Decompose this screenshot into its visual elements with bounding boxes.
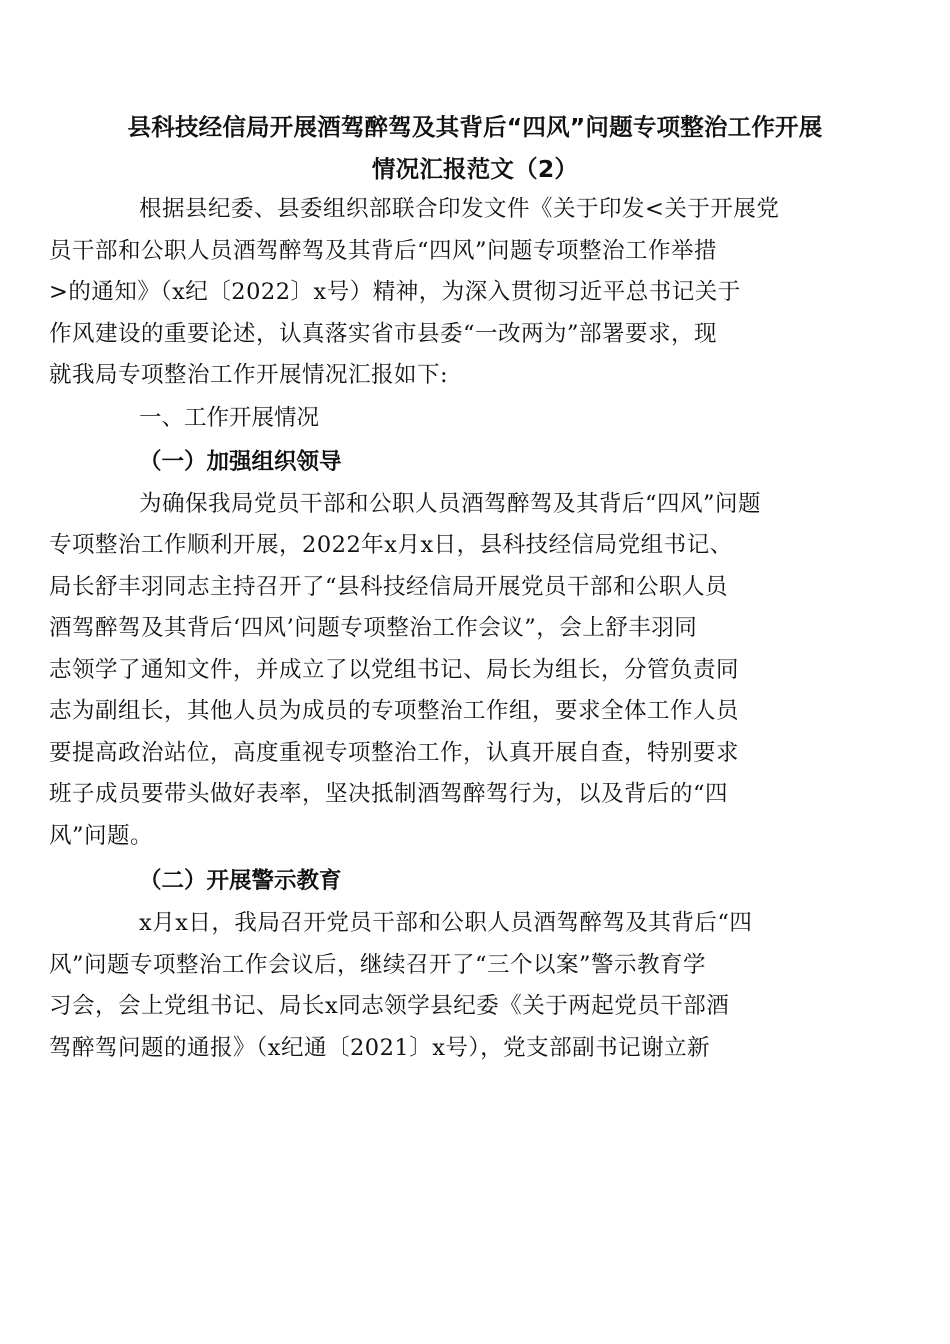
paragraph-line: 专项整治工作顺利开展，2022年x月x日，县科技经信局党组书记、 bbox=[49, 532, 733, 558]
paragraph-line: 局长舒丰羽同志主持召开了“县科技经信局开展党员干部和公职人员 bbox=[49, 573, 729, 600]
subsection-1-paragraph bbox=[49, 484, 860, 858]
document-body bbox=[49, 189, 860, 1069]
intro-paragraph bbox=[49, 189, 860, 397]
intro-line: 员干部和公职人员酒驾醉驾及其背后“四风”问题专项整治工作举措 bbox=[49, 237, 718, 264]
paragraph-line: 志领学了通知文件，并成立了以党组书记、局长为组长，分管负责同 bbox=[49, 656, 740, 683]
document-title bbox=[90, 106, 860, 190]
subsection-2-paragraph bbox=[49, 903, 860, 1069]
paragraph-line: 要提高政治站位，高度重视专项整治工作，认真开展自查，特别要求 bbox=[49, 739, 740, 766]
paragraph-line: 为确保我局党员干部和公职人员酒驾醉驾及其背后“四风”问题 bbox=[139, 490, 762, 517]
paragraph-line: x月x日，我局召开党员干部和公职人员酒驾醉驾及其背后“四 bbox=[139, 910, 753, 936]
intro-line: 作风建设的重要论述，认真落实省市县委“一改两为”部署要求，现 bbox=[49, 320, 718, 347]
paragraph-line: 驾醉驾问题的通报》（x纪通〔2021〕x号），党支部副书记谢立新 bbox=[49, 1034, 711, 1061]
subsection-heading-2: （二）开展警示教育 bbox=[139, 868, 342, 894]
section-heading: 一、工作开展情况 bbox=[139, 404, 320, 431]
intro-line: 根据县纪委、县委组织部联合印发文件《关于印发<关于开展党 bbox=[139, 196, 780, 222]
paragraph-line: 酒驾醉驾及其背后‘四风’问题专项整治工作会议”，会上舒丰羽同 bbox=[49, 615, 698, 641]
subsection-heading-1: （一）加强组织领导 bbox=[139, 448, 342, 475]
title-line-2: 情况汇报范文（2） bbox=[371, 155, 579, 183]
paragraph-line: 风”问题专项整治工作会议后，继续召开了“三个以案”警示教育学 bbox=[49, 951, 707, 978]
intro-line: >的通知》（x纪〔2022〕x号）精神，为深入贯彻习近平总书记关于 bbox=[49, 279, 741, 305]
paragraph-line: 习会，会上党组书记、局长x同志领学县纪委《关于两起党员干部酒 bbox=[49, 993, 730, 1019]
paragraph-line: 风”问题。 bbox=[49, 822, 154, 849]
paragraph-line: 志为副组长，其他人员为成员的专项整治工作组，要求全体工作人员 bbox=[49, 698, 740, 724]
paragraph-line: 班子成员要带头做好表率，坚决抵制酒驾醉驾行为，以及背后的“四 bbox=[49, 781, 729, 807]
intro-line: 就我局专项整治工作开展情况汇报如下: bbox=[49, 362, 449, 388]
title-line-1: 县科技经信局开展酒驾醉驾及其背后“四风”问题专项整治工作开展 bbox=[127, 113, 823, 141]
